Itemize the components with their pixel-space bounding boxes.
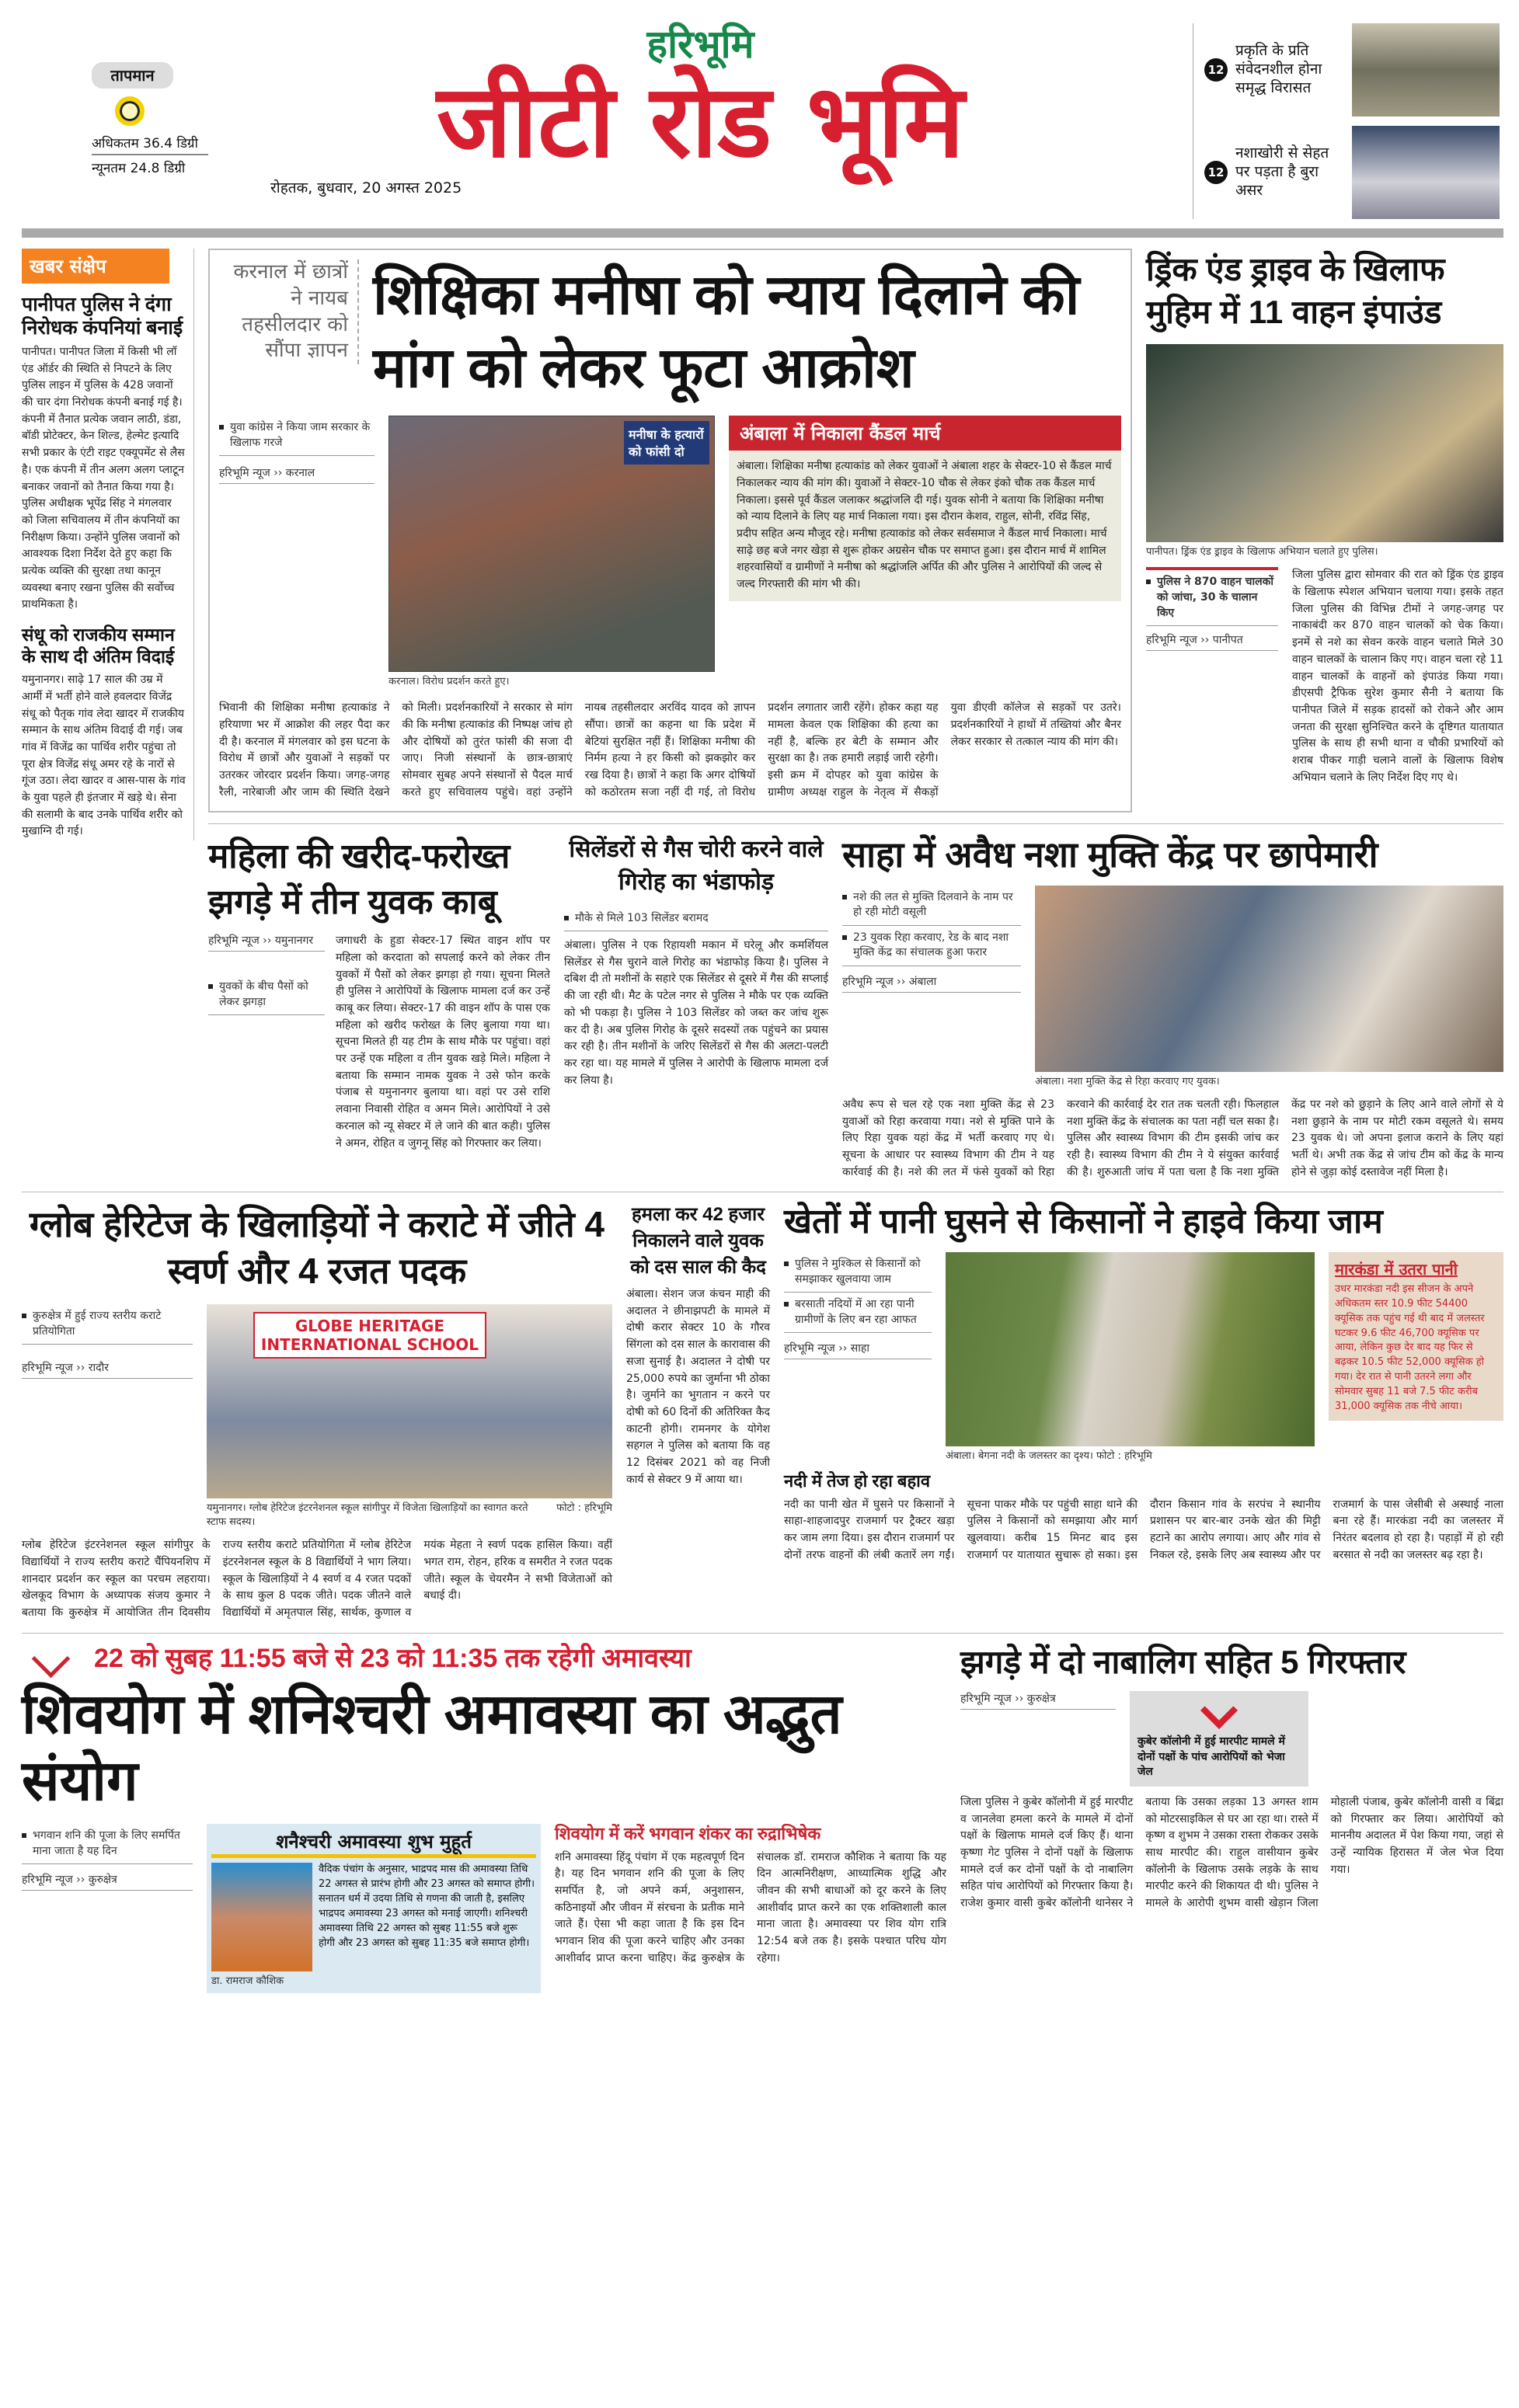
kheton-bullet: पुलिस ने मुश्किल से किसानों को समझाकर खुलवाया जाम: [784, 1252, 932, 1293]
temperature-label: तापमान: [92, 62, 173, 89]
amavasya-kicker: 22 को सुबह 11:55 बजे से 23 को 11:35 तक रहेगी अमावस्या: [94, 1643, 692, 1673]
teaser-photo: [1352, 126, 1500, 219]
cylinder-headline[interactable]: सिलेंडरों से गैस चोरी करने वाले गिरोह का भंडाफोड़: [569, 836, 824, 895]
jhagde-story: [960, 1643, 1503, 1912]
mahila-body: जगाधरी के हुडा सेक्टर-17 स्थित वाइन शॉप पर महिला को करदाता को सपलाई करने को लेकर तीन युवकों में पैसों को लेकर झगड़ा हो गया। सूचना मिलते ही पुलिस ने आरोपियों के खिलाफ मामला दर्ज कर उन्हें काबू कर लिया। सेक्टर-17 की वाइन शॉप के पास एक महिला को खरीद फरोख्त के लिए बुलाया गया था। सूचना मिलते ही यह टीम के साथ मौके पर पहुंचा। वहां पर उन्हें एक महिला व तीन युवक खड़े मिले। महिला ने बताया कि सम्मान नामक युवक ने उसे फोन करके पंजाब से यमुनानगर बुलाया था। वहां पर उसे राशि लवाना निवासी रोहित व अमन मिले। आरोपियों ने उसे करनाल को न्यू सेक्टर में ले जाने की बात कही। पुलिस ने अमन, रोहित व जुगनू सिंह को गिरफ्तार कर लिया।: [336, 934, 550, 1150]
globe-headline[interactable]: ग्लोब हेरिटेज के खिलाड़ियों ने कराटे में जीते 4 स्वर्ण और 4 रजत पदक: [29, 1204, 605, 1292]
temperature-block: [22, 23, 208, 176]
teaser-2[interactable]: [1204, 126, 1503, 219]
brief-body: पानीपत। पानीपत जिला में किसी भी लॉ एंड ऑर्डर की स्थिति से निपटने के लिए पुलिस लाइन में पुलिस के 428 जवानों की चार दंगा निरोधक कंपनी बनाई गई है। कंपनी में तैनात प्रत्येक जवान लाठी, डंडा, बॉडी प्रोटेक्टर, केन शिल्ड, हेल्मेट इत्यादि सभी प्रकार के एंटी राइट एक्यूपमेंट से लैस है। एक कंपनी में तीन अलग अलग प्लाटून बनाकर जवानों को तैनात किया गया है। पुलिस अधीक्षक भूपेंद्र सिंह ने मंगलवार को जिला सचिवालय में तीन कंपनियों का निरीक्षण किया। उन्होंने पुलिस जवानों को आवश्यक दिशा निर्देश देते हुए कहा कि प्रत्येक व्यक्ति की सुरक्षा तथा कानून व्यवस्था बनाए रखना पुलिस की सर्वोच्च प्राथमिकता है।: [22, 346, 185, 611]
cylinder-bullet: मौके से मिले 103 सिलेंडर बरामद: [564, 906, 828, 932]
kheton-body: नदी का पानी खेत में घुसने पर किसानों ने साहा-शाहजादपुर राजमार्ग पर ट्रैक्टर खड़ा कर जाम लगा दिया। इस दौरान राजमार्ग पर दोनों तरफ वाहनों की लंबी कतारें लग गईं। सूचना पाकर मौके पर पहुंची साहा थाने की पुलिस ने किसानों को समझाया और मार्ग खुलवाया। करीब 15 मिनट बाद इस राजमार्ग पर यातायात सुचारू हो सका। इस दौरान किसान गांव के सरपंच ने स्थानीय प्रशासन पर बार-बार उनके खेत की मिट्टी हटाने का आरोप लगाया। आए और गांव से निकल रहे, इसके लिए अब स्वास्थ्य और पर राजमार्ग के पास जेसीबी से अस्थाई नाला बना रहे हैं। मारकंडा नदी का जलस्तर में निरंतर बदलाव हो रहा है। पहाड़ों में हो रही बरसात से नदी का जलस्तर बढ़ रहा है।: [784, 1498, 1503, 1561]
mahila-story: [208, 833, 550, 1153]
globe-story: [22, 1202, 612, 1621]
hamla-headline[interactable]: हमला कर 42 हजार निकालने वाले युवक को दस साल की कैद: [630, 1204, 766, 1278]
drink-drive-headline[interactable]: ड्रिंक एंड ड्राइव के खिलाफ मुहिम में 11 वाहन इंपाउंड: [1146, 251, 1445, 330]
lead-bullet: युवा कांग्रेस ने किया जाम सरकार के खिलाफ गरजे: [219, 416, 375, 456]
box-body: वैदिक पंचांग के अनुसार, भाद्रपद मास की अमावस्या तिथि 22 अगस्त से प्रारंभ होगी और 23 अगस्त को समाप्त होगी। सनातन धर्म में उदया तिथि से गणना की जाती है, इसलिए भाद्रपद अमावस्या 23 अगस्त को मनाई जाएगी। शनिश्चरी अमावस्या तिथि 22 अगस्त को सुबह 11:55 बजे शुरू होगी और 23 अगस्त को सुबह 11:35 बजे समाप्त होगी।: [319, 1863, 535, 1949]
protest-sign: मनीषा के हत्यारों को फांसी दो: [624, 421, 709, 465]
amavasya-story: [22, 1643, 946, 1994]
box-title: शनैश्चरी अमावस्या शुभ मुहूर्त: [211, 1829, 536, 1858]
photo-caption: अंबाला। बेगना नदी के जलस्तर का दृश्य। फोटो : हरिभूमि: [946, 1450, 1152, 1463]
globe-byline: हरिभूमि न्यूज ›› रादौर: [22, 1360, 193, 1379]
person-caption: डा. रामराज कौशिक: [211, 1975, 284, 1988]
kheton-bullet: बरसाती नदियों में आ रहा पानी ग्रामीणों के लिए बन रहा आफत: [784, 1293, 932, 1333]
masthead: [22, 0, 1503, 219]
lead-byline: हरिभूमि न्यूज ›› करनाल: [219, 465, 375, 484]
box-body: अंबाला। शिक्षिका मनीषा हत्याकांड को लेकर युवाओं ने अंबाला शहर के सेक्टर-10 से कैंडल मार्च निकालकर न्याय की मांग की। युवाओं ने सेक्टर-10 चौक से लेकर इंको चौक तक कैंडल मार्च निकाला। इससे पूर्व कैंडल जलाकर श्रद्धांजलि दी गई। युवक सोनी ने बताया कि शिक्षिका मनीषा को न्याय दिलाने के लिए यह मार्च निकाला गया। इस दौरान केशव, राहुल, सोनी, रविंद्र सिंह, प्रदीप सहित अन्य मौजूद रहे। मनीषा हत्याकांड को लेकर सर्वसमाज ने कैंडल मार्च निकाला। मार्च साढ़े छह बजे नगर खेड़ा से शुरू होकर अग्रसेन चौक पर समाप्त हुआ। इस दौरान मार्च में शामिल शहरवासियों व ग्रामीणों ने मनीषा को श्रद्धांजलि अर्पित की और पुलिस ने आरोपियों की जल्द से जल्द गिरफ्तारी की मांग भी की।: [737, 460, 1112, 590]
teasers: [1193, 23, 1503, 219]
cylinder-body: अंबाला। पुलिस ने एक रिहायशी मकान में घरेलू और कमर्शियल सिलेंडर से गैस चुराने वाले गिरोह का भंडाफोड़ किया है। पुलिस ने दबिश दी तो मशीनों के सहारे एक सिलेंडर से दूसरे में गैस की सप्लाई की जा रही थी। मैट के पटेल नगर से पुलिस ने मौके पर एक व्यक्ति को भी पकड़ा है। पुलिस ने 103 सिलेंडर को जब्त कर जांच शुरू कर दी है। अब पुलिस गिरोह के दूसरे सदस्यों तक पहुंचने का प्रयास कर रही है। तीन मशीनों के जरिए सिलेंडरों से गैस की अलटा-पलटी कर रहा था। यह मामले में पुलिस ने आरोपी के खिलाफ मामला दर्ज कर लिया है।: [564, 939, 828, 1087]
kheton-subhead: नदी में तेज हो रहा बहाव: [784, 1471, 931, 1491]
drink-bullet: पुलिस ने 870 वाहन चालकों को जांचा, 30 के चालान किए: [1146, 567, 1278, 626]
amavasya-bullet: भगवान शनि की पूजा के लिए समर्पित माना जाता है यह दिन: [22, 1824, 193, 1864]
jhagde-box: [1130, 1691, 1308, 1787]
chevron-down-icon: [1200, 1692, 1238, 1729]
saha-byline: हरिभूमि न्यूज ›› अंबाला: [842, 974, 1021, 993]
hamla-body: अंबाला। सेशन जज कंचन माही की अदालत ने छीनाझपटी के मामले में दोषी करार सेक्टर 10 के गौरव सिंगला को दस साल के कारावास की सजा सुनाई है। अदालत ने दोषी पर 25,000 रुपये का जुर्माना भी ठोका है। जुर्माने का भुगतान न करने पर दोषी को 60 दिनों की अतिरिक्त कैद काटनी होगी। रामनगर के योगेश सहगल ने पुलिस को बताया कि वह 12 दिसंबर 2021 को वह निजी कार्य से सेक्टर 9 में आया था।: [626, 1288, 770, 1486]
newspaper-title: जीटी रोड भूमि: [436, 62, 965, 180]
mahila-byline: हरिभूमि न्यूज ›› यमुनानगर: [208, 933, 325, 952]
photo-caption: अंबाला। नशा मुक्ति केंद्र से रिहा करवाए गए युवक।: [1035, 1075, 1220, 1087]
ambala-candle-march-box: [729, 416, 1121, 601]
jhagde-headline[interactable]: झगड़े में दो नाबालिग सहित 5 गिरफ्तार: [960, 1643, 1406, 1680]
drink-drive-story: [1146, 249, 1503, 786]
brief-headline[interactable]: संधू को राजकीय सम्मान के साथ दी अंतिम विदाई: [22, 625, 175, 666]
school-sign: GLOBE HERITAGE INTERNATIONAL SCHOOL: [253, 1312, 486, 1359]
saha-story: [842, 833, 1503, 1181]
teaser-text: प्रकृति के प्रति संवेदनशील होना समृद्ध विरासत: [1235, 42, 1322, 96]
news-brief-label: खबर संक्षेप: [22, 249, 169, 284]
teaser-photo: [1352, 23, 1500, 117]
kheton-photo: [946, 1252, 1315, 1446]
teaser-1[interactable]: [1204, 23, 1503, 117]
chevron-down-icon: [32, 1639, 70, 1677]
kheton-story: [784, 1202, 1503, 1564]
drink-byline: हरिभूमि न्यूज ›› पानीपत: [1146, 632, 1278, 651]
drink-drive-photo: [1146, 344, 1503, 542]
title-block: [224, 23, 1177, 197]
photo-caption: पानीपत। ड्रिंक एंड ड्राइव के खिलाफ अभियान चलाते हुए पुलिस।: [1146, 546, 1378, 559]
markanda-box: [1329, 1252, 1503, 1421]
amavasya-headline[interactable]: शिवयोग में शनिश्चरी अमावस्या का अद्भुत संयोग: [22, 1682, 842, 1812]
temperature-min: न्यूनतम 24.8 डिग्री: [92, 161, 186, 176]
lead-photo: [388, 416, 715, 672]
person-photo: [211, 1863, 312, 1971]
brand-logo: हरिभूमि: [646, 22, 754, 67]
kheton-headline[interactable]: खेतों में पानी घुसने से किसानों ने हाइवे किया जाम: [784, 1202, 1383, 1241]
amavasya-subhead: शिवयोग में करें भगवान शंकर का रुद्राभिषेक: [555, 1824, 821, 1844]
hamla-story: [626, 1202, 770, 1488]
page-number-badge: 12: [1204, 58, 1228, 82]
saha-bullet: नशे की लत से मुक्ति दिलवाने के नाम पर हो रही मोटी वसूली: [842, 886, 1021, 926]
lead-body: भिवानी की शिक्षिका मनीषा हत्याकांड ने हरियाणा भर में आक्रोश की लहर पैदा कर दी है। करनाल में मंगलवार को इस घटना के विरोध में छात्रों और युवाओं ने सड़कों पर उतरकर जोरदार प्रदर्शन किया। जगह-जगह रैली, नारेबाजी और जाम की स्थिति देखने को मिली। प्रदर्शनकारियों ने सरकार से मांग की कि मनीषा हत्याकांड की निष्पक्ष जांच हो और दोषियों को तुरंत फांसी की सजा दी जाए। निजी संस्थानों के छात्र-छात्राएं सोमवार सुबह अपने संस्थानों से पैदल मार्च करते हुए सचिवालय पहुंचे। वहां उन्होंने नायब तहसीलदार अरविंद यादव को ज्ञापन सौंपा। छात्रों का कहना था कि प्रदेश में बेटियां सुरक्षित नहीं हैं। शिक्षिका मनीषा की निर्मम हत्या ने हर किसी को झकझोर कर रख दिया है। छात्रों ने कहा कि अगर दोषियों को कठोरतम सजा नहीं दी गई, तो विरोध प्रदर्शन लगातार जारी रहेंगे। होकर कहा यह मामला केवल एक शिक्षिका की हत्या का नहीं है, बल्कि हर बेटी के सम्मान और सुरक्षा का है। तक हमारी लड़ाई जारी रहेगी। इसी क्रम में दोपहर को युवा कांग्रेस के ग्रामीण अध्यक्ष राहुल के नेतृत्व में सैकड़ों युवा डीएवी कॉलेज से सड़कों पर उतरे। प्रदर्शनकारियों ने हाथों में तख्तियां और बैनर लेकर सरकार से तत्काल न्याय की मांग की।: [219, 701, 1121, 799]
brief-body: यमुनानगर। साढ़े 17 साल की उम्र में आर्मी में भर्ती होने वाले हवलदार विजेंद्र संधू को पैतृक गांव लेदा खादर में राजकीय सम्मान के साथ अंतिम विदाई दी गई। जब गांव में विजेंद्र का पार्थिव शरीर पहुंचा तो पूरा क्षेत्र विजेंद्र संधू अमर रहे के नारों से गूंज उठा। लेदा खादर व आस-पास के गांव के युवा पहले ही इंतजार में खड़े थे। सेना की सलामी के बाद उनके पार्थिव शरीर को मुखाग्नि दी गई।: [22, 673, 186, 838]
photo-caption: यमुनानगर। ग्लोब हेरिटेज इंटरनेशनल स्कूल सांगीपुर में विजेता खिलाड़ियों का स्वागत करते स्टाफ सदस्य।: [207, 1502, 528, 1529]
globe-photo: [207, 1304, 612, 1498]
globe-bullet: कुरुक्षेत्र में हुई राज्य स्तरीय कराटे प्रतियोगिता: [22, 1304, 193, 1345]
jhagde-body: जिला पुलिस ने कुबेर कॉलोनी में हुई मारपीट व जानलेवा हमला करने के मामले में दोनों पक्षों के खिलाफ मामले दर्ज किए हैं। थाना कृष्णा गेट पुलिस ने दोनों पक्षों के खिलाफ मामले दर्ज कर दोनों पक्षों के दो नाबालिग सहित पांच आरोपियों को गिरफ्तार किया है। राजेश कुमार वासी कुबेर कॉलोनी थानेसर ने बताया कि उसका लड़का 13 अगस्त शाम को मोटरसाइकिल से घर आ रहा था। रास्ते में कृष्ण व शुभम ने उसका रास्ता रोककर उसके साथ मारपीट की। राहुल वासीयान कुबेर कॉलोनी के खिलाफ उसके लड़के के साथ मारपीट करने की शिकायत दी थी। पुलिस ने मामले के आरोपी शुभम वासी खेड़ान जिला मोहाली पंजाब, कुबेर कॉलोनी वासी व बिंद्रा को गिरफ्तार कर लिया। आरोपियों को माननीय अदालत में पेश किया गया, जहां से उन्हें न्यायिक हिरासत में जेल भेज दिया गया।: [960, 1795, 1503, 1910]
lead-kicker: करनाल में छात्रों ने नायब तहसीलदार को सौंपा ज्ञापन: [219, 259, 359, 364]
amavasya-body: शनि अमावस्या हिंदू पंचांग में एक महत्वपूर्ण दिन है। यह दिन भगवान शनि की पूजा के लिए समर्पित है, जो अपने कर्म, अनुशासन, कठिनाइयों और जीवन में संरचना के प्रतीक माने जाते हैं। ऐसा भी कहा जाता है कि इस दिन भगवान शिव की पूजा करने चाहिए और उनका आशीर्वाद प्राप्त करना चाहिए। केंद्र कुरुक्षेत्र के संचालक डॉ. रामराज कौशिक ने बताया कि यह दिन आत्मनिरीक्षण, आध्यात्मिक शुद्धि और जीवन की सभी बाधाओं को दूर करने के लिए आशीर्वाद प्राप्त करने का एक शक्तिशाली काल माना जाता है। अमावस्या पर शिव योग रात्रि 12:54 बजे तक है। इसके पश्चात परिघ योग रहेगा।: [555, 1850, 946, 1964]
mahila-bullet: युवकों के बीच पैसों को लेकर झगड़ा: [208, 975, 325, 1015]
teaser-text: नशाखोरी से सेहत पर पड़ता है बुरा असर: [1235, 144, 1329, 199]
jhagde-byline: हरिभूमि न्यूज ›› कुरुक्षेत्र: [960, 1691, 1116, 1710]
page-number-badge: 12: [1204, 161, 1228, 184]
saha-body: अवैध रूप से चल रहे एक नशा मुक्ति केंद्र से 23 युवाओं को रिहा करवाया गया। नशे से मुक्ति पाने के लिए रिहा युवक यहां केंद्र में भर्ती करवाए गए थे। सूचना के आधार पर स्वास्थ्य विभाग की टीम ने यह कार्रवाई की है। नशे की लत में फंसे युवकों को रिहा करवाने की कार्रवाई देर रात तक चलती रही। फिलहाल नशा मुक्ति केंद्र के संचालक का पता नहीं चल सका है। पुलिस और स्वास्थ्य विभाग की टीम इसकी जांच कर रही है। स्वास्थ्य विभाग की टीम ने ये संयुक्त कार्रवाई की है। शुरुआती जांच में पता चला है कि नशा मुक्ति केंद्र पर नशे को छुड़ाने के लिए आने वाले लोगों से ये नशा छुड़ाने के नाम पर मोटी रकम वसूलते थे। समय 23 युवक थे। जो अपना इलाज कराने के लिए यहां भर्ती थे। अभी तक केंद्र से जांच टीम को केंद्र के मान्य होने से जुड़ा कोई दस्तावेज नहीं मिला है।: [842, 1098, 1503, 1178]
photo-caption: करनाल। विरोध प्रदर्शन करते हुए।: [388, 676, 510, 688]
mahila-headline[interactable]: महिला की खरीद-फरोख्त झगड़े में तीन युवक काबू: [208, 837, 510, 921]
cylinder-story: [564, 833, 828, 1090]
lead-story: [208, 249, 1132, 813]
masthead-divider: [22, 228, 1503, 238]
photo-credit: फोटो : हरिभूमि: [556, 1502, 612, 1514]
sun-icon: [115, 96, 145, 126]
saha-bullet: 23 युवक रिहा करवाए, रेड के बाद नशा मुक्ति केंद्र का संचालक हुआ फरार: [842, 926, 1021, 966]
globe-body: ग्लोब हेरिटेज इंटरनेशनल स्कूल सांगीपुर के विद्यार्थियों ने राज्य स्तरीय कराटे चैंपियनशिप में शानदार प्रदर्शन कर स्कूल का परचम लहराया। खेलकूद विभाग के अध्यापक संजय कुमार ने बताया कि कुरुक्षेत्र में आयोजित तीन दिवसीय राज्य स्तरीय कराटे प्रतियोगिता में ग्लोब हेरिटेज इंटरनेशनल स्कूल के 8 विद्यार्थियों ने भाग लिया। स्कूल के खिलाड़ियों ने 4 स्वर्ण व 4 रजत पदकों के साथ कुल 8 पदक जीते। पदक जीतने वाले विद्यार्थियों में अमृतपाल सिंह, सार्थक, कुणाल व मयंक मेहता ने स्वर्ण पदक हासिल किया। वहीं भगत राम, रोहन, हरिक व समरीत ने रजत पदक जीते। स्कूल के चेयरमैन ने सभी विजेताओं को बधाई दी।: [22, 1539, 612, 1620]
saha-photo: [1035, 886, 1503, 1072]
box-body: उधर मारकंडा नदी इस सीजन के अपने अधिकतम स्तर 10.9 फीट 54400 क्यूसिक तक पहुंच गई थी बाद में जलस्तर घटकर 9.6 फीट 46,700 क्यूसिक पर आया, लेकिन कुछ देर बाद यह फिर से बढ़कर 10.5 फीट 52,000 क्यूसिक हो गया। देर रात से पानी उतरने लगा और सोमवार सुबह 11 बजे 7.5 फीट करीब 31,000 क्यूसिक तक नीचे आया।: [1335, 1283, 1485, 1412]
muhurat-box: [207, 1824, 541, 1993]
amavasya-byline: हरिभूमि न्यूज ›› कुरुक्षेत्र: [22, 1872, 193, 1891]
box-text: कुबेर कॉलोनी में हुई मारपीट मामले में दोनों पक्षों के पांच आरोपियों को भेजा जेल: [1138, 1735, 1285, 1779]
kheton-byline: हरिभूमि न्यूज ›› साहा: [784, 1341, 932, 1359]
drink-body: जिला पुलिस द्वारा सोमवार की रात को ड्रिंक एंड ड्राइव के खिलाफ स्पेशल अभियान चलाया गया। इसके तहत जिला पुलिस की विभिन्न टीमों ने जगह-जगह पर नाकाबंदी कर 870 वाहन चालकों को चेक किया। इनमें से नशे का सेवन करके वाहन चलाते मिले 30 वाहन चालकों के चालान किए गए। वाहन चला रहे 11 वाहन चालकों के वाहनों को इंपाउंड किया गया। डीएसपी ट्रैफिक सुरेश कुमार सैनी ने बताया कि पानीपत जिले में सड़क हादसों को रोकने और आम जनता की सुरक्षा सुनिश्चित करने के दृष्टिगत यातायात पुलिस के साथ ही सभी थाना व चौकी प्रभारियों को शराब पीकर गाड़ी चलाने वालों के खिलाफ विशेष अभियान चलाने के लिए निर्देश दिए गए थे।: [1292, 569, 1503, 784]
box-title: अंबाला में निकाला कैंडल मार्च: [729, 416, 1121, 451]
box-title: मारकंडा में उतरा पानी: [1335, 1260, 1458, 1279]
news-brief-column: [22, 249, 194, 840]
lead-headline[interactable]: शिक्षिका मनीषा को न्याय दिलाने की मांग को लेकर फूटा आक्रोश: [373, 264, 1080, 399]
saha-headline[interactable]: साहा में अवैध नशा मुक्ति केंद्र पर छापेमारी: [842, 833, 1378, 875]
temperature-max: अधिकतम 36.4 डिग्री: [92, 134, 208, 155]
dateline: रोहतक, बुधवार, 20 अगस्त 2025: [270, 179, 462, 197]
brief-headline[interactable]: पानीपत पुलिस ने दंगा निरोधक कंपनियां बनाई: [22, 294, 183, 339]
